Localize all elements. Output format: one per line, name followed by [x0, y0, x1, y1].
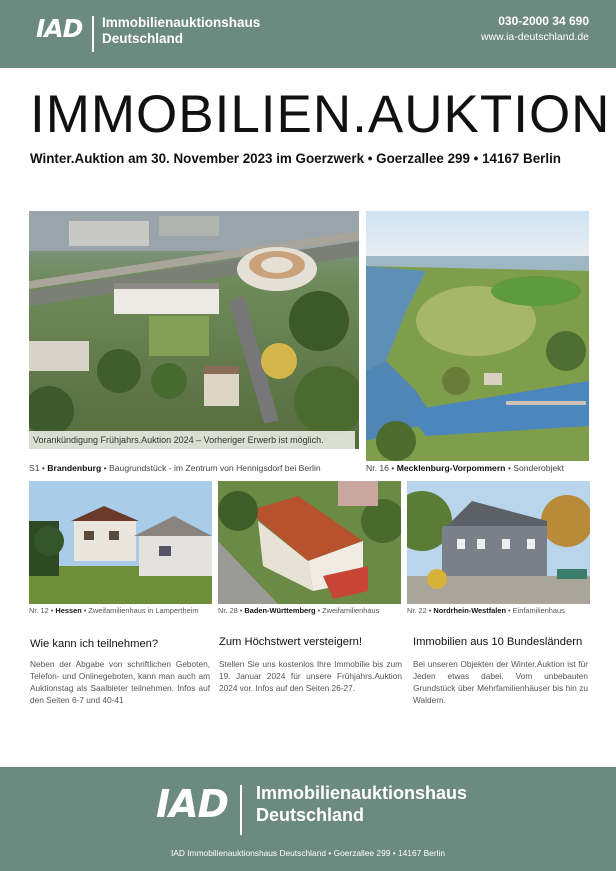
caption-number: Nr. 12 •	[29, 606, 56, 615]
column-heading-states: Immobilien aus 10 Bundesländern	[413, 636, 583, 648]
caption-state: Mecklenburg-Vorpommern	[396, 463, 506, 473]
caption-state: Hessen	[55, 606, 82, 615]
footer-logo-divider	[240, 785, 242, 835]
caption-nordrhein-westfalen	[407, 606, 565, 615]
column-text-auction: Stellen Sie uns kostenlos Ihre Immobilie bis zum 19. Januar 2024 für unsere Frühjahrs.Auktion 2024 vor. Infos auf den Seiten 26-27.	[219, 659, 402, 694]
photo-baden-wuerttemberg[interactable]	[218, 481, 401, 604]
auction-subtitle: Winter.Auktion am 30. November 2023 im Goerzwerk • Goerzallee 299 • 14167 Berlin	[30, 151, 561, 166]
photo-nordrhein-westfalen[interactable]	[407, 481, 590, 604]
column-heading-participate: Wie kann ich teilnehmen?	[30, 638, 159, 650]
house-bw-image	[218, 481, 401, 604]
footer-brand-line2: Deutschland	[256, 805, 365, 825]
header-phone[interactable]: 030-2000 34 690	[498, 14, 589, 28]
photo-mecklenburg[interactable]	[366, 211, 589, 461]
header-brand-line1: Immobilienauktionshaus	[102, 15, 261, 30]
caption-number: Nr. 28 •	[218, 606, 245, 615]
footer-brand-line1: Immobilienauktionshaus	[256, 783, 468, 803]
iad-logo-icon[interactable]: IAD	[36, 14, 83, 43]
aerial-town-image	[29, 211, 359, 449]
caption-state: Nordrhein-Westfalen	[433, 606, 506, 615]
photo-brandenburg[interactable]	[29, 211, 359, 449]
iad-footer-logo-icon[interactable]: IAD	[156, 782, 229, 826]
column-text-states: Bei unseren Objekten der Winter.Auktion ist für Jeden etwas dabei. Vom unbebauten Grundstück über Mehrfamilienhäuser bis hin zu Waldern.	[413, 659, 588, 706]
preannouncement-banner: Vorankündigung Frühjahrs.Auktion 2024 – Vorheriger Erwerb ist möglich.	[29, 431, 355, 449]
photo-hessen[interactable]	[29, 481, 212, 604]
caption-description: • Baugrundstück - im Zentrum von Hennigsdorf bei Berlin	[101, 463, 321, 473]
caption-description: • Einfamilienhaus	[505, 606, 565, 615]
caption-number: S1 •	[29, 463, 48, 473]
house-nrw-image	[407, 481, 590, 604]
column-text-participate: Neben der Abgabe von schriftlichen Geboten, Telefon- und Onlinegeboten, kann man auch am Auktionstag als Saalbieter teilnehmen. Infos auf den Seiten 6-7 und 40-41	[30, 659, 210, 706]
caption-brandenburg	[29, 463, 321, 473]
page-title: IMMOBILIEN.AUKTION	[30, 85, 611, 144]
caption-number: Nr. 22 •	[407, 606, 434, 615]
caption-baden-wuerttemberg	[218, 606, 379, 615]
aerial-lake-image	[366, 211, 589, 461]
caption-number: Nr. 16 •	[366, 463, 397, 473]
caption-description: • Zweifamilienhaus in Lampertheim	[81, 606, 199, 615]
caption-description: • Zweifamilienhaus	[315, 606, 380, 615]
column-heading-auction: Zum Höchstwert versteigern!	[219, 636, 362, 648]
header-logo-divider	[92, 16, 94, 52]
header-website[interactable]: www.ia-deutschland.de	[481, 31, 589, 43]
footer-address: IAD Immobilienauktionshaus Deutschland • Goerzallee 299 • 14167 Berlin	[170, 848, 446, 858]
header-brand-line2: Deutschland	[102, 31, 184, 46]
caption-hessen	[29, 606, 199, 615]
caption-description: • Sonderobjekt	[505, 463, 564, 473]
caption-state: Brandenburg	[47, 463, 102, 473]
caption-mecklenburg	[366, 463, 564, 473]
caption-state: Baden-Württemberg	[244, 606, 316, 615]
house-hessen-image	[29, 481, 212, 604]
